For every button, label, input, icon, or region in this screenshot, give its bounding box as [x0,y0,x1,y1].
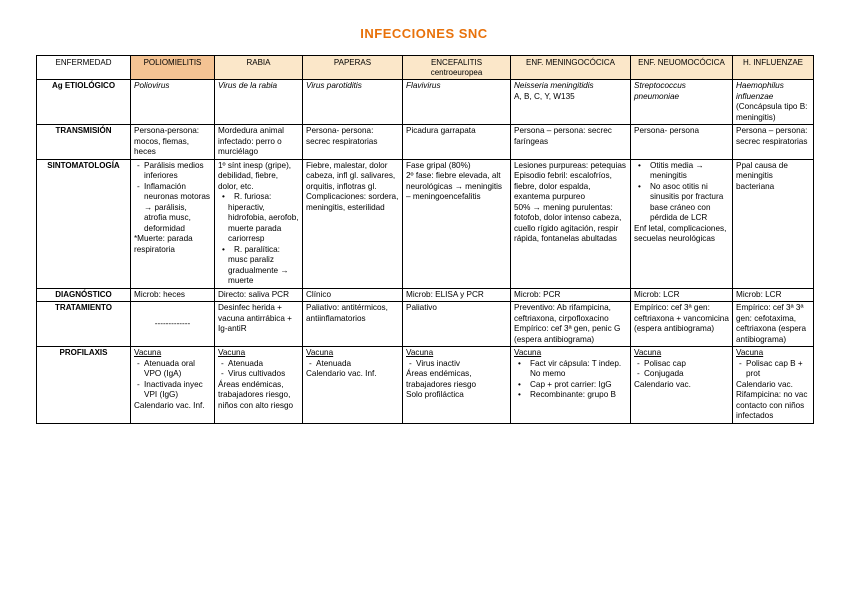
bullet-list [514,359,627,401]
vacuna-heading: Vacuna [306,348,334,358]
cell-text: Rifampicina: no vac contacto con niños infectados [736,390,808,421]
table-row [37,125,814,160]
cell-text: Haemophilus influenzae [736,81,784,101]
cell-text: Calendario vac. [736,379,793,389]
cell-trans-neumo: Persona- persona [631,125,733,160]
cell-text: 50% → mening purulentas: fotofob, dolor intenso cabeza, cuello rígido agitación, respir rápida, fontanelas abultadas [514,202,622,244]
row-label-sinto: SINTOMATOLOGÍA [37,159,131,288]
bullet-list [634,161,729,224]
bullet-list [634,359,729,380]
cell-text: (Concápsula tipo B: meningitis) [736,102,808,122]
cell-prof-rabia [215,347,303,424]
bullet-list [736,359,810,380]
bullet-list [406,359,507,370]
cell-diag-polio: Microb: heces [131,288,215,302]
row-label-prof: PROFILAXIS [37,347,131,424]
list-item: • Recombinante: grupo B [514,390,627,401]
cell-text: Empírico: cef 3ª gen, penic G (espera antibiograma) [514,324,621,344]
header-row [37,56,814,80]
cell-trat-paperas: Paliativo: antitérmicos, antiinflamatorios [303,302,403,347]
cell-text: *Muerte: parada respiratoria [134,234,193,254]
list-item: • R. paralítica: [218,245,299,256]
cell-text: 1º sínt inesp (gripe), debilidad, fiebre, dolor, etc. [218,160,292,191]
cell-text: Calendario vac. Inf. [134,400,205,410]
cell-text: musc paraliz gradualmente → muerte [228,255,289,286]
cell-prof-hinf [733,347,814,424]
cell-sinto-rabia [215,159,303,288]
cell-prof-mening [511,347,631,424]
table-row [37,347,814,424]
cell-trat-polio: ------------- [131,302,215,347]
list-item: - Virus cultivados [218,369,299,380]
list-item: - Atenuada oral VPO (IgA) [134,359,211,380]
cell-text: hiperactiv, hidrofobia, aerofob, muerte parada cariorresp [228,202,299,244]
list-item: - Inflamación neuronas motoras → parálisis, atrofia musc, deformidad [134,182,211,235]
cell-text: Preventivo: Ab rifampicina, ceftriaxona, cirpofloxacino [514,303,611,323]
table-row [37,159,814,288]
bullet-list [306,359,399,370]
cell-trans-paperas: Persona- persona: secrec respiratorias [303,125,403,160]
cell-sinto-neumo [631,159,733,288]
vacuna-heading: Vacuna [514,348,542,358]
list-item: - Polisac cap [634,359,729,370]
list-item: - Conjugada [634,369,729,380]
bullet-list [134,359,211,401]
table-row [37,302,814,347]
header-rabia: RABIA [215,56,303,80]
list-item: • Cap + prot carrier: IgG [514,380,627,391]
table-row [37,80,814,125]
row-label-diag: DIAGNÓSTICO [37,288,131,302]
list-item: • Fact vir cápsula: T indep. No memo [514,359,627,380]
cell-trat-neumo: Empírico: cef 3ª gen: ceftriaxona + vancomicina (espera antibiograma) [631,302,733,347]
cell-ag-hinf [733,80,814,125]
vacuna-heading: Vacuna [218,348,246,358]
cell-text: Áreas endémicas, trabajadores riesgo, niños con alto riesgo [218,379,294,410]
list-item: - Atenuada [306,359,399,370]
cell-text: Neisseria meningitidis [514,81,594,91]
cell-diag-neumo: Microb: LCR [631,288,733,302]
list-item: • No asoc otitis ni sinusitis por fractura base cráneo con pérdida de LCR [634,182,729,224]
list-item: - Inactivada inyec VPI (IgG) [134,380,211,401]
vacuna-heading: Vacuna [406,348,434,358]
bullet-list [218,192,299,203]
cell-trat-mening [511,302,631,347]
bullet-list [134,161,211,235]
cell-ag-paperas: Virus parotiditis [303,80,403,125]
header-h-influenzae: H. INFLUENZAE [733,56,814,80]
cell-prof-polio [131,347,215,424]
infections-table [36,55,814,424]
cell-sinto-polio [131,159,215,288]
row-label-trat: TRATAMIENTO [37,302,131,347]
bullet-list [218,245,299,256]
cell-text: Enf letal, complicaciones, secuelas neurológicas [634,223,727,244]
bullet-list [218,359,299,380]
cell-trat-rabia: Desinfec herida + vacuna antirrábica + Ig-antiR [215,302,303,347]
cell-diag-hinf: Microb: LCR [733,288,814,302]
cell-ag-polio: Poliovirus [131,80,215,125]
table-row [37,288,814,302]
cell-trans-polio: Persona-persona: mocos, flemas, heces [131,125,215,160]
cell-text: Lesiones purpureas: petequias [514,160,626,170]
vacuna-heading: Vacuna [634,348,662,358]
cell-ag-neumo: Streptococcus pneumoniae [631,80,733,125]
cell-text: Solo profiláctica [406,390,464,400]
vacuna-heading: Vacuna [134,348,162,358]
header-neumococica: ENF. NEUOMOCÓCICA [631,56,733,80]
cell-trans-rabia: Mordedura animal infectado: perro o murciélago [215,125,303,160]
cell-text: A, B, C, Y, W135 [514,91,575,101]
cell-sinto-paperas: Fiebre, malestar, dolor cabeza, infl gl. salivares, orquitis, inflotras gl. Complicaciones: sordera, meningitis, esterilidad [303,159,403,288]
cell-trat-hinf: Empírico: cef 3ª 3ª gen: cefotaxima, ceftriaxona (espera antibiograma) [733,302,814,347]
list-item: - Polisac cap B + prot [736,359,810,380]
list-item: - Atenuada [218,359,299,370]
header-paperas: PAPERAS [303,56,403,80]
header-polio: POLIOMIELITIS [131,56,215,80]
cell-diag-encef: Microb: ELISA y PCR [403,288,511,302]
cell-ag-mening [511,80,631,125]
cell-text: 2º fase: fiebre elevada, alt neurológicas → meningitis – meningoencefalitis [406,171,503,202]
cell-text: Áreas endémicas, trabajadores riesgo [406,369,477,389]
cell-text: Episodio febril: escalofríos, fiebre, dolor espalda, exantema purpureo [514,171,612,202]
cell-prof-encef [403,347,511,424]
cell-trans-mening: Persona – persona: secrec faríngeas [511,125,631,160]
header-encefalitis: ENCEFALITIS centroeuropea [403,56,511,80]
cell-ag-rabia: Virus de la rabia [215,80,303,125]
list-item: • Otitis media → meningitis [634,161,729,182]
cell-sinto-hinf: Ppal causa de meningitis bacteriana [733,159,814,288]
list-item: - Parálisis medios inferiores [134,161,211,182]
page-title: INFECCIONES SNC [360,26,488,41]
row-label-trans: TRANSMISIÓN [37,125,131,160]
cell-trans-encef: Picadura garrapata [403,125,511,160]
cell-diag-mening: Microb: PCR [511,288,631,302]
cell-prof-neumo [631,347,733,424]
cell-trans-hinf: Persona – persona: secrec respiratorias [733,125,814,160]
header-enfermedad: ENFERMEDAD [37,56,131,80]
cell-trat-encef: Paliativo [403,302,511,347]
row-label-ag: Ag ETIOLÓGICO [37,80,131,125]
cell-text: Calendario vac. [634,379,691,389]
cell-diag-rabia: Directo: saliva PCR [215,288,303,302]
cell-diag-paperas: Clínico [303,288,403,302]
list-item: • R. furiosa: [218,192,299,203]
cell-text: Calendario vac. Inf. [306,369,377,379]
cell-prof-paperas [303,347,403,424]
header-meningococica: ENF. MENINGOCÓCICA [511,56,631,80]
cell-ag-encef: Flavivirus [403,80,511,125]
vacuna-heading: Vacuna [736,348,764,358]
cell-sinto-mening [511,159,631,288]
list-item: - Virus inactiv [406,359,507,370]
cell-text: Fase gripal (80%) [406,160,471,170]
cell-sinto-encef [403,159,511,288]
